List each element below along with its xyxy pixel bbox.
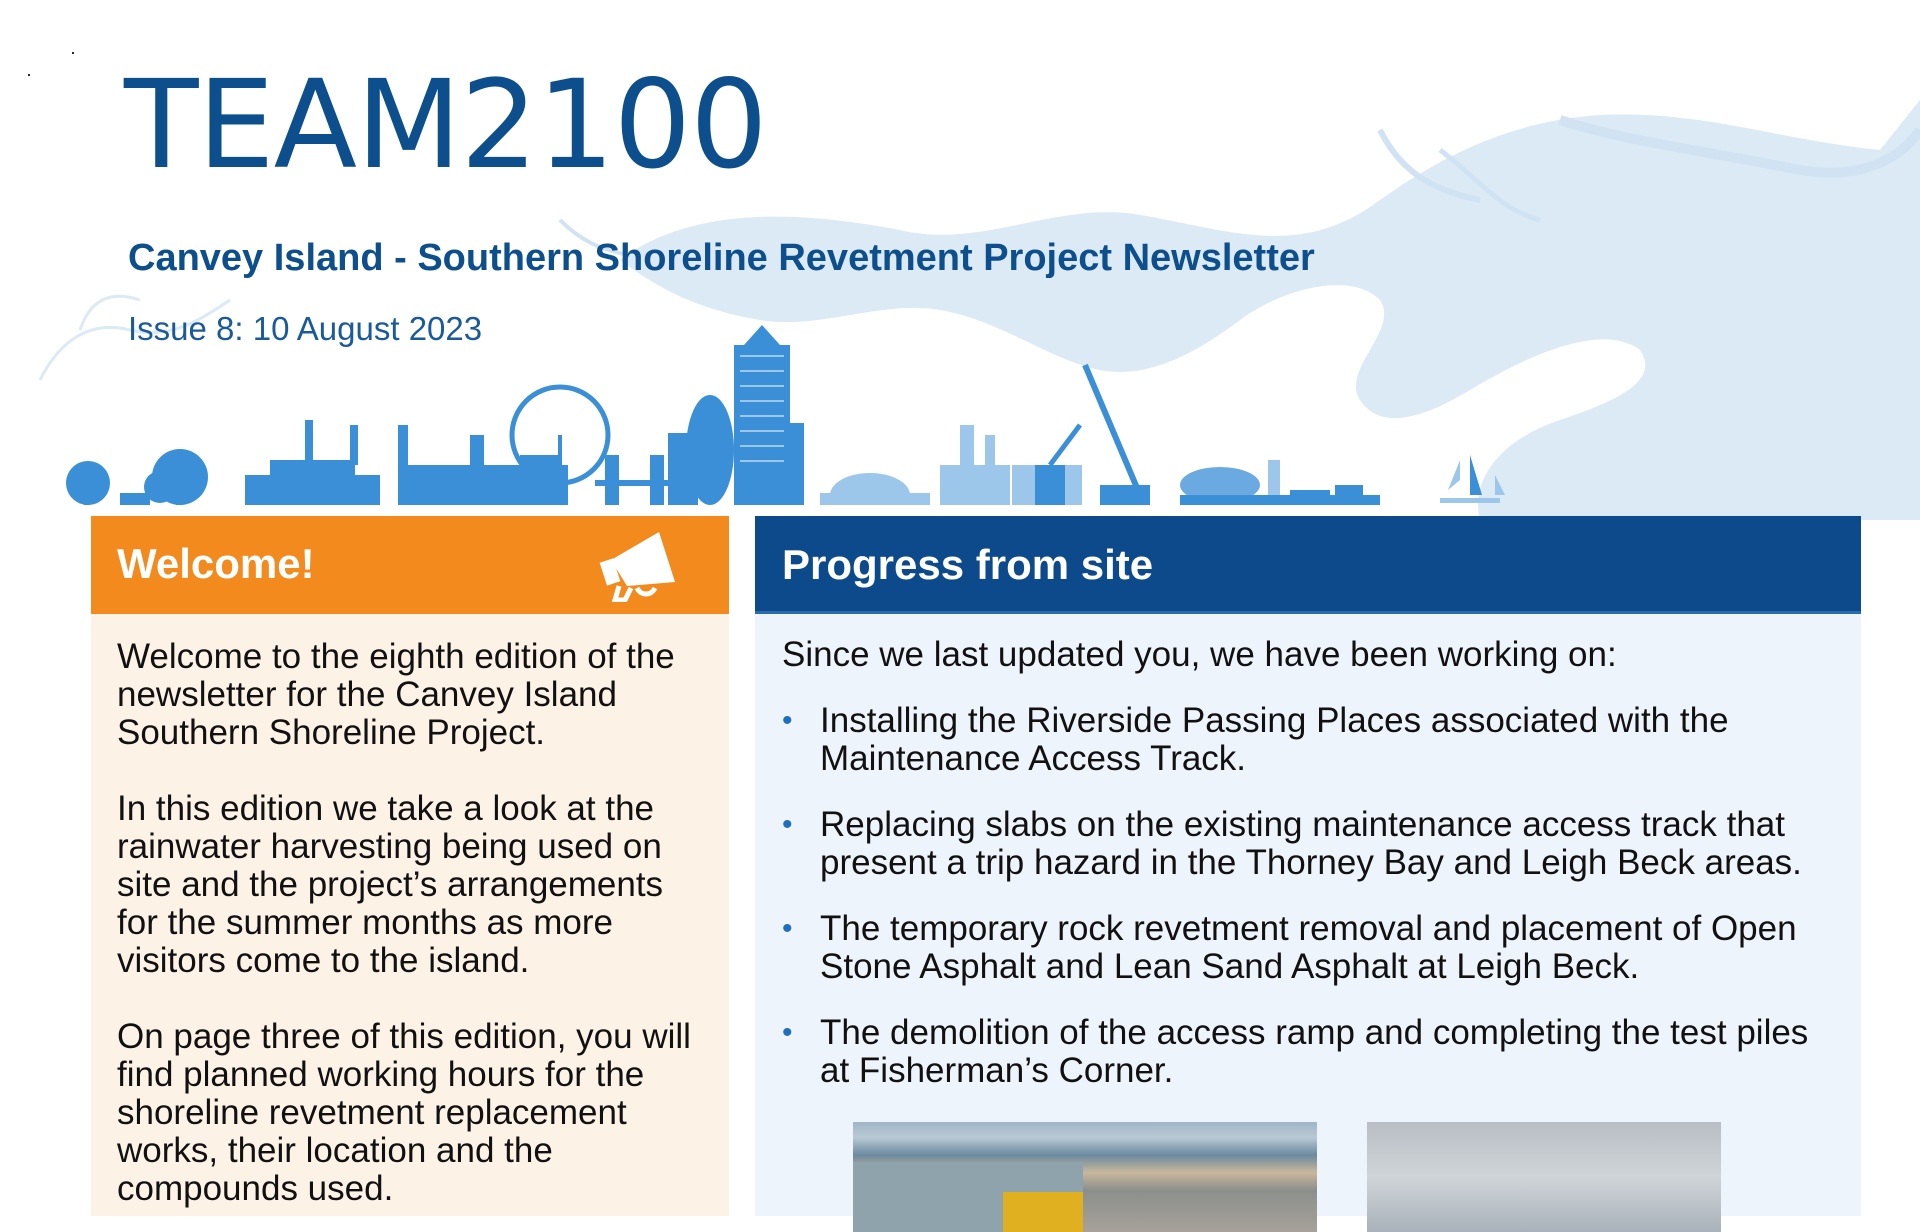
welcome-body (91, 614, 729, 1208)
welcome-title: Welcome! (117, 540, 315, 587)
site-photo-aerial (853, 1122, 1317, 1232)
megaphone-icon (597, 530, 683, 602)
newsletter-title: Canvey Island - Southern Shoreline Revetment Project Newsletter (128, 237, 1315, 279)
stray-dot: · (70, 42, 76, 62)
progress-title: Progress from site (782, 541, 1154, 588)
welcome-panel (91, 516, 729, 1216)
stray-dot: · (26, 64, 32, 84)
progress-panel (755, 516, 1861, 1216)
progress-body (755, 614, 1861, 1090)
issue-date: Issue 8: 10 August 2023 (128, 310, 483, 347)
site-photo-sky (1367, 1122, 1721, 1232)
welcome-paragraph: On page three of this edition, you will find planned working hours for the shoreline revetment replacement works, their location and the compounds used. (117, 1017, 691, 1208)
list-item (782, 910, 1834, 986)
list-item (782, 1014, 1834, 1090)
bullet-icon: • (782, 912, 793, 945)
welcome-paragraph: In this edition we take a look at the rainwater harvesting being used on site and the project’s arrangements for the summer months as more visitors come to the island. (117, 789, 664, 980)
progress-intro: Since we last updated you, we have been working on: (782, 635, 1617, 674)
progress-item-text: Installing the Riverside Passing Places associated with the Maintenance Access Track. (820, 701, 1729, 778)
progress-item-text: The demolition of the access ramp and completing the test piles at Fisherman’s Corner. (820, 1013, 1809, 1090)
list-item (782, 702, 1834, 778)
bullet-icon: • (782, 808, 793, 841)
list-item (782, 806, 1834, 882)
bullet-icon: • (782, 1016, 793, 1049)
progress-item-text: The temporary rock revetment removal and placement of Open Stone Asphalt and Lean Sand Asphalt at Leigh Beck. (820, 909, 1797, 986)
welcome-paragraph: Welcome to the eighth edition of the newsletter for the Canvey Island Southern Shoreline Project. (117, 637, 675, 752)
progress-header (755, 516, 1861, 614)
team2100-logo: TEAM2100 (124, 54, 767, 196)
welcome-header (91, 516, 729, 614)
progress-item-text: Replacing slabs on the existing maintenance access track that present a trip hazard in the Thorney Bay and Leigh Beck areas. (820, 805, 1802, 882)
london-to-estuary-skyline-illustration (0, 315, 1920, 505)
photo-excavator (1003, 1192, 1083, 1232)
bullet-icon: • (782, 704, 793, 737)
progress-list (782, 702, 1834, 1090)
